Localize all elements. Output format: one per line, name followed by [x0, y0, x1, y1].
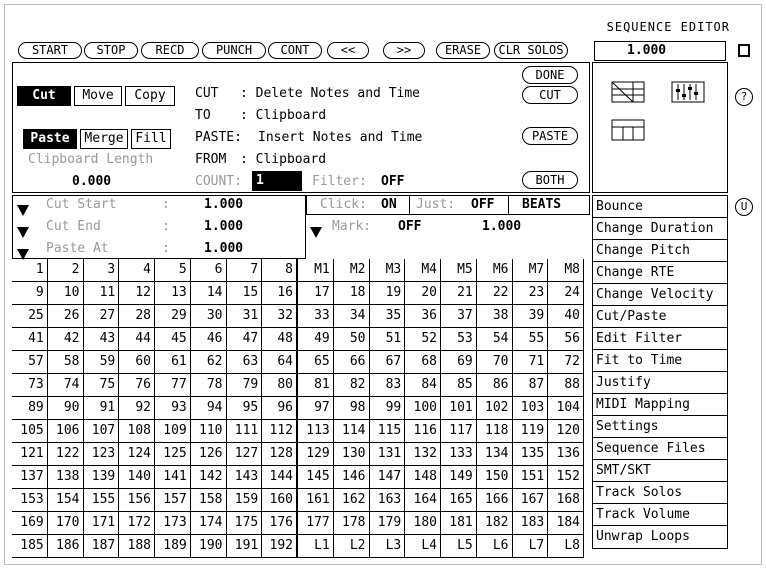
- track-cell[interactable]: 18: [334, 282, 370, 305]
- track-cell[interactable]: 180: [405, 512, 441, 535]
- track-cell[interactable]: 122: [48, 443, 84, 466]
- punch-button[interactable]: PUNCH: [202, 42, 266, 59]
- track-cell[interactable]: 116: [405, 420, 441, 443]
- track-cell[interactable]: 52: [405, 328, 441, 351]
- track-cell[interactable]: 131: [370, 443, 406, 466]
- track-cell[interactable]: 138: [48, 466, 84, 489]
- track-cell[interactable]: 169: [12, 512, 48, 535]
- track-cell[interactable]: 162: [334, 489, 370, 512]
- track-cell[interactable]: 8: [262, 259, 298, 282]
- track-cell[interactable]: 3: [84, 259, 120, 282]
- track-cell[interactable]: 43: [84, 328, 120, 351]
- track-cell[interactable]: L6: [477, 535, 513, 558]
- cut-start-arrow-icon[interactable]: [17, 200, 29, 219]
- track-cell[interactable]: 76: [119, 374, 155, 397]
- track-cell[interactable]: 69: [441, 351, 477, 374]
- both-button[interactable]: BOTH: [522, 171, 578, 189]
- track-cell[interactable]: 89: [12, 397, 48, 420]
- track-cell[interactable]: 163: [370, 489, 406, 512]
- track-cell[interactable]: 49: [298, 328, 334, 351]
- filter-value[interactable]: OFF: [381, 174, 405, 189]
- track-cell[interactable]: 178: [334, 512, 370, 535]
- track-cell[interactable]: 166: [477, 489, 513, 512]
- track-cell[interactable]: 136: [548, 443, 584, 466]
- track-cell[interactable]: 10: [48, 282, 84, 305]
- clipboard-length-value: 0.000: [72, 174, 112, 189]
- track-cell[interactable]: 114: [334, 420, 370, 443]
- clr-solos-button[interactable]: CLR SOLOS: [494, 42, 568, 59]
- track-cell[interactable]: 107: [84, 420, 120, 443]
- track-cell[interactable]: 12: [119, 282, 155, 305]
- track-cell[interactable]: 151: [513, 466, 549, 489]
- track-cell[interactable]: 25: [12, 305, 48, 328]
- track-cell[interactable]: 106: [48, 420, 84, 443]
- track-cell[interactable]: 20: [405, 282, 441, 305]
- track-cell[interactable]: 190: [191, 535, 227, 558]
- track-cell[interactable]: M5: [441, 259, 477, 282]
- track-cell[interactable]: 87: [513, 374, 549, 397]
- filter-label: Filter:: [312, 174, 367, 189]
- paste-at-label: Paste At: [46, 241, 109, 256]
- paste-at-colon: :: [162, 241, 170, 256]
- track-cell[interactable]: 61: [155, 351, 191, 374]
- cut-start-colon: :: [162, 197, 170, 212]
- track-grid: [12, 259, 584, 553]
- track-cell[interactable]: 2: [48, 259, 84, 282]
- track-cell[interactable]: 30: [191, 305, 227, 328]
- track-cell[interactable]: 175: [227, 512, 263, 535]
- track-cell[interactable]: 137: [12, 466, 48, 489]
- piano-roll-view-icon[interactable]: [612, 82, 644, 102]
- track-cell[interactable]: 187: [84, 535, 120, 558]
- track-cell[interactable]: 105: [12, 420, 48, 443]
- track-cell[interactable]: 23: [513, 282, 549, 305]
- cut-end-arrow-icon[interactable]: [17, 222, 29, 241]
- track-cell[interactable]: 80: [262, 374, 298, 397]
- track-cell[interactable]: 45: [155, 328, 191, 351]
- track-cell[interactable]: 31: [227, 305, 263, 328]
- track-cell[interactable]: 27: [84, 305, 120, 328]
- track-cell[interactable]: 86: [477, 374, 513, 397]
- menu-item-change-pitch[interactable]: Change Pitch: [593, 240, 727, 262]
- track-cell[interactable]: 50: [334, 328, 370, 351]
- track-cell[interactable]: 98: [334, 397, 370, 420]
- track-cell[interactable]: L4: [405, 535, 441, 558]
- track-cell[interactable]: 35: [370, 305, 406, 328]
- help-line-2-key: TO: [195, 108, 211, 123]
- menu-item-track-solos[interactable]: Track Solos: [593, 482, 727, 504]
- stop-button[interactable]: STOP: [84, 42, 138, 59]
- track-cell[interactable]: M6: [477, 259, 513, 282]
- cont-button[interactable]: CONT: [268, 42, 322, 59]
- track-cell[interactable]: 96: [262, 397, 298, 420]
- help-line-3-key: PASTE:: [195, 130, 242, 145]
- track-cell[interactable]: 146: [334, 466, 370, 489]
- track-cell[interactable]: 119: [513, 420, 549, 443]
- track-cell[interactable]: 82: [334, 374, 370, 397]
- track-cell[interactable]: 68: [405, 351, 441, 374]
- track-cell[interactable]: 94: [191, 397, 227, 420]
- track-cell[interactable]: 117: [441, 420, 477, 443]
- click-label: Click:: [320, 197, 367, 212]
- track-cell[interactable]: 125: [155, 443, 191, 466]
- track-cell[interactable]: 64: [262, 351, 298, 374]
- track-cell[interactable]: 22: [477, 282, 513, 305]
- track-cell[interactable]: 85: [441, 374, 477, 397]
- track-cell[interactable]: 51: [370, 328, 406, 351]
- menu-item-justify[interactable]: Justify: [593, 372, 727, 394]
- track-cell[interactable]: 1: [12, 259, 48, 282]
- cut-end-label: Cut End: [46, 219, 101, 234]
- track-cell[interactable]: 186: [48, 535, 84, 558]
- track-cell[interactable]: 121: [12, 443, 48, 466]
- track-cell[interactable]: 191: [227, 535, 263, 558]
- track-cell[interactable]: 29: [155, 305, 191, 328]
- track-cell[interactable]: 171: [84, 512, 120, 535]
- beats-button[interactable]: BEATS: [522, 197, 562, 212]
- track-cell[interactable]: 167: [513, 489, 549, 512]
- divider: [409, 196, 410, 214]
- menu-item-smt-skt[interactable]: SMT/SKT: [593, 460, 727, 482]
- track-cell[interactable]: 130: [334, 443, 370, 466]
- count-label: COUNT:: [195, 174, 242, 189]
- track-cell[interactable]: 26: [48, 305, 84, 328]
- menu-item-sequence-files[interactable]: Sequence Files: [593, 438, 727, 460]
- track-cell[interactable]: 5: [155, 259, 191, 282]
- track-cell[interactable]: 63: [227, 351, 263, 374]
- undo-icon[interactable]: U: [735, 198, 753, 216]
- track-cell[interactable]: 123: [84, 443, 120, 466]
- cut-end-colon: :: [162, 219, 170, 234]
- start-button[interactable]: START: [18, 42, 82, 59]
- track-cell[interactable]: 179: [370, 512, 406, 535]
- mark-value[interactable]: OFF: [398, 219, 422, 234]
- track-cell[interactable]: 101: [441, 397, 477, 420]
- track-cell[interactable]: 4: [119, 259, 155, 282]
- track-cell[interactable]: 157: [155, 489, 191, 512]
- track-cell[interactable]: 129: [298, 443, 334, 466]
- page-title: SEQUENCE EDITOR: [606, 20, 730, 34]
- track-cell[interactable]: 93: [155, 397, 191, 420]
- track-cell[interactable]: 164: [405, 489, 441, 512]
- track-cell[interactable]: 115: [370, 420, 406, 443]
- track-cell[interactable]: M8: [548, 259, 584, 282]
- track-cell[interactable]: 182: [477, 512, 513, 535]
- move-mode-button[interactable]: Move: [74, 86, 122, 106]
- help-line-4-key: FROM: [195, 152, 227, 167]
- track-cell[interactable]: 159: [227, 489, 263, 512]
- erase-button[interactable]: ERASE: [436, 42, 490, 59]
- menu-item-unwrap-loops[interactable]: Unwrap Loops: [596, 529, 690, 544]
- track-cell[interactable]: 99: [370, 397, 406, 420]
- track-cell[interactable]: 32: [262, 305, 298, 328]
- menu-item-edit-filter[interactable]: Edit Filter: [593, 328, 727, 350]
- track-cell[interactable]: 160: [262, 489, 298, 512]
- track-cell[interactable]: 120: [548, 420, 584, 443]
- track-cell[interactable]: 17: [298, 282, 334, 305]
- track-cell[interactable]: 73: [12, 374, 48, 397]
- track-cell[interactable]: 165: [441, 489, 477, 512]
- track-cell[interactable]: 154: [48, 489, 84, 512]
- rewind-button[interactable]: <<: [327, 42, 369, 59]
- track-cell[interactable]: 185: [12, 535, 48, 558]
- track-cell[interactable]: 184: [548, 512, 584, 535]
- menu-item-track-volume[interactable]: Track Volume: [593, 504, 727, 526]
- help-line-1-key: CUT: [195, 86, 219, 101]
- track-cell[interactable]: 173: [155, 512, 191, 535]
- just-value[interactable]: OFF: [471, 197, 495, 212]
- mark-label: Mark:: [332, 219, 372, 234]
- track-cell[interactable]: 143: [227, 466, 263, 489]
- track-cell[interactable]: 128: [262, 443, 298, 466]
- track-cell[interactable]: 92: [119, 397, 155, 420]
- track-cell[interactable]: 72: [548, 351, 584, 374]
- track-cell[interactable]: L3: [370, 535, 406, 558]
- track-cell[interactable]: 44: [119, 328, 155, 351]
- track-cell[interactable]: 58: [48, 351, 84, 374]
- track-cell[interactable]: 126: [191, 443, 227, 466]
- track-cell[interactable]: 172: [119, 512, 155, 535]
- track-cell[interactable]: 104: [548, 397, 584, 420]
- track-cell[interactable]: 150: [477, 466, 513, 489]
- track-cell[interactable]: 111: [227, 420, 263, 443]
- track-cell[interactable]: 142: [191, 466, 227, 489]
- track-cell[interactable]: 113: [298, 420, 334, 443]
- track-cell[interactable]: 55: [513, 328, 549, 351]
- track-cell[interactable]: 84: [405, 374, 441, 397]
- track-cell[interactable]: 24: [548, 282, 584, 305]
- menu-item-fit-to-time[interactable]: Fit to Time: [593, 350, 727, 372]
- track-cell[interactable]: 65: [298, 351, 334, 374]
- track-cell[interactable]: 11: [84, 282, 120, 305]
- track-cell[interactable]: L7: [513, 535, 549, 558]
- track-cell[interactable]: 170: [48, 512, 84, 535]
- track-cell[interactable]: 34: [334, 305, 370, 328]
- track-cell[interactable]: 188: [119, 535, 155, 558]
- recd-button[interactable]: RECD: [141, 42, 199, 59]
- track-cell[interactable]: 141: [155, 466, 191, 489]
- track-cell[interactable]: 127: [227, 443, 263, 466]
- track-cell[interactable]: 71: [513, 351, 549, 374]
- paste-button[interactable]: PASTE: [522, 127, 578, 145]
- paste-mode-button[interactable]: Paste: [23, 129, 77, 149]
- track-cell[interactable]: 13: [155, 282, 191, 305]
- track-cell[interactable]: 88: [548, 374, 584, 397]
- track-cell[interactable]: 181: [441, 512, 477, 535]
- help-line-4-value: : Clipboard: [240, 152, 327, 167]
- cut-start-label: Cut Start: [46, 197, 117, 212]
- track-cell[interactable]: 189: [155, 535, 191, 558]
- list-view-icon[interactable]: [612, 120, 644, 140]
- track-cell[interactable]: 144: [262, 466, 298, 489]
- track-cell[interactable]: 78: [191, 374, 227, 397]
- track-cell[interactable]: 36: [405, 305, 441, 328]
- track-cell[interactable]: 108: [119, 420, 155, 443]
- track-cell[interactable]: M3: [370, 259, 406, 282]
- track-cell[interactable]: 48: [262, 328, 298, 351]
- track-cell[interactable]: 21: [441, 282, 477, 305]
- track-cell[interactable]: 38: [477, 305, 513, 328]
- track-cell[interactable]: M1: [298, 259, 334, 282]
- track-cell[interactable]: 158: [191, 489, 227, 512]
- track-cell[interactable]: 33: [298, 305, 334, 328]
- track-cell[interactable]: 109: [155, 420, 191, 443]
- track-cell[interactable]: 54: [477, 328, 513, 351]
- track-cell[interactable]: 97: [298, 397, 334, 420]
- track-cell[interactable]: 192: [262, 535, 298, 558]
- track-cell[interactable]: 62: [191, 351, 227, 374]
- track-cell[interactable]: 14: [191, 282, 227, 305]
- track-cell[interactable]: 16: [262, 282, 298, 305]
- track-cell[interactable]: 156: [119, 489, 155, 512]
- track-cell[interactable]: 149: [441, 466, 477, 489]
- track-cell[interactable]: 183: [513, 512, 549, 535]
- paste-at-value[interactable]: 1.000: [204, 241, 244, 256]
- view-icon-panel: [592, 62, 728, 193]
- just-label: Just:: [416, 197, 456, 212]
- track-cell[interactable]: 91: [84, 397, 120, 420]
- mark-arrow-icon[interactable]: [310, 222, 322, 241]
- click-value[interactable]: ON: [381, 197, 397, 212]
- divider: [508, 196, 509, 214]
- track-cell[interactable]: 161: [298, 489, 334, 512]
- track-cell[interactable]: 57: [12, 351, 48, 374]
- copy-mode-button[interactable]: Copy: [125, 86, 175, 106]
- track-cell[interactable]: M2: [334, 259, 370, 282]
- menu-item-change-duration[interactable]: Change Duration: [593, 218, 727, 240]
- clipboard-length-label: Clipboard Length: [28, 152, 154, 167]
- track-cell[interactable]: 103: [513, 397, 549, 420]
- track-cell[interactable]: 56: [548, 328, 584, 351]
- track-cell[interactable]: 81: [298, 374, 334, 397]
- position-display[interactable]: 1.000: [594, 41, 726, 61]
- cut-start-value[interactable]: 1.000: [204, 197, 244, 212]
- track-cell[interactable]: L5: [441, 535, 477, 558]
- track-cell[interactable]: 174: [191, 512, 227, 535]
- track-cell[interactable]: 83: [370, 374, 406, 397]
- track-cell[interactable]: 139: [84, 466, 120, 489]
- menu-item-bounce[interactable]: Bounce: [593, 196, 727, 218]
- help-line-2-value: : Clipboard: [240, 108, 327, 123]
- track-cell[interactable]: 28: [119, 305, 155, 328]
- track-cell[interactable]: 145: [298, 466, 334, 489]
- track-cell[interactable]: 53: [441, 328, 477, 351]
- menu-item-midi-mapping[interactable]: MIDI Mapping: [593, 394, 727, 416]
- cut-mode-button[interactable]: Cut: [17, 86, 71, 106]
- track-cell[interactable]: 19: [370, 282, 406, 305]
- menu-item-change-rte[interactable]: Change RTE: [593, 262, 727, 284]
- track-cell[interactable]: 6: [191, 259, 227, 282]
- track-cell[interactable]: 70: [477, 351, 513, 374]
- track-cell[interactable]: 177: [298, 512, 334, 535]
- track-cell[interactable]: 140: [119, 466, 155, 489]
- track-cell[interactable]: 41: [12, 328, 48, 351]
- track-cell[interactable]: 90: [48, 397, 84, 420]
- track-cell[interactable]: 95: [227, 397, 263, 420]
- track-cell[interactable]: 40: [548, 305, 584, 328]
- track-cell[interactable]: 148: [405, 466, 441, 489]
- track-cell[interactable]: 133: [441, 443, 477, 466]
- track-cell[interactable]: 59: [84, 351, 120, 374]
- stop-square-icon[interactable]: [738, 44, 750, 57]
- track-cell[interactable]: 47: [227, 328, 263, 351]
- track-cell[interactable]: 135: [513, 443, 549, 466]
- track-cell[interactable]: 134: [477, 443, 513, 466]
- view-icons: [593, 63, 727, 192]
- merge-mode-button[interactable]: Merge: [80, 129, 128, 149]
- track-cell[interactable]: L8: [548, 535, 584, 558]
- track-cell[interactable]: 124: [119, 443, 155, 466]
- track-cell[interactable]: 155: [84, 489, 120, 512]
- faders-view-icon[interactable]: [672, 82, 704, 102]
- track-cell[interactable]: 147: [370, 466, 406, 489]
- edit-function-menu: [592, 195, 728, 549]
- track-cell[interactable]: L2: [334, 535, 370, 558]
- menu-item-cut-paste[interactable]: Cut/Paste: [593, 306, 727, 328]
- fill-mode-button[interactable]: Fill: [131, 129, 171, 149]
- done-button[interactable]: DONE: [522, 66, 578, 84]
- track-cell[interactable]: 168: [548, 489, 584, 512]
- track-cell[interactable]: 77: [155, 374, 191, 397]
- track-cell[interactable]: 46: [191, 328, 227, 351]
- track-cell[interactable]: 66: [334, 351, 370, 374]
- track-cell[interactable]: 102: [477, 397, 513, 420]
- track-cell[interactable]: 42: [48, 328, 84, 351]
- track-cell[interactable]: 7: [227, 259, 263, 282]
- track-cell[interactable]: 67: [370, 351, 406, 374]
- track-cell[interactable]: 60: [119, 351, 155, 374]
- track-cell[interactable]: 176: [262, 512, 298, 535]
- track-cell[interactable]: 110: [191, 420, 227, 443]
- track-cell[interactable]: 132: [405, 443, 441, 466]
- track-cell[interactable]: 153: [12, 489, 48, 512]
- track-cell[interactable]: 37: [441, 305, 477, 328]
- help-icon[interactable]: ?: [735, 88, 753, 106]
- track-cell[interactable]: 39: [513, 305, 549, 328]
- help-line-3-value: Insert Notes and Time: [258, 130, 423, 145]
- mark-position[interactable]: 1.000: [482, 219, 522, 234]
- menu-item-change-velocity[interactable]: Change Velocity: [593, 284, 727, 306]
- track-cell[interactable]: 118: [477, 420, 513, 443]
- track-cell[interactable]: M7: [513, 259, 549, 282]
- track-cell[interactable]: 74: [48, 374, 84, 397]
- track-cell[interactable]: 100: [405, 397, 441, 420]
- track-cell[interactable]: 112: [262, 420, 298, 443]
- count-input[interactable]: 1: [252, 171, 302, 191]
- track-cell[interactable]: 152: [548, 466, 584, 489]
- track-cell[interactable]: 15: [227, 282, 263, 305]
- track-cell[interactable]: 79: [227, 374, 263, 397]
- track-cell[interactable]: 9: [12, 282, 48, 305]
- cut-button[interactable]: CUT: [522, 86, 578, 104]
- menu-item-settings[interactable]: Settings: [593, 416, 727, 438]
- cut-end-value[interactable]: 1.000: [204, 219, 244, 234]
- help-line-1-value: : Delete Notes and Time: [240, 86, 421, 101]
- track-cell[interactable]: M4: [405, 259, 441, 282]
- track-cell[interactable]: 75: [84, 374, 120, 397]
- fast-forward-button[interactable]: >>: [383, 42, 425, 59]
- track-cell[interactable]: L1: [298, 535, 334, 558]
- track-grid-cells: [12, 259, 584, 553]
